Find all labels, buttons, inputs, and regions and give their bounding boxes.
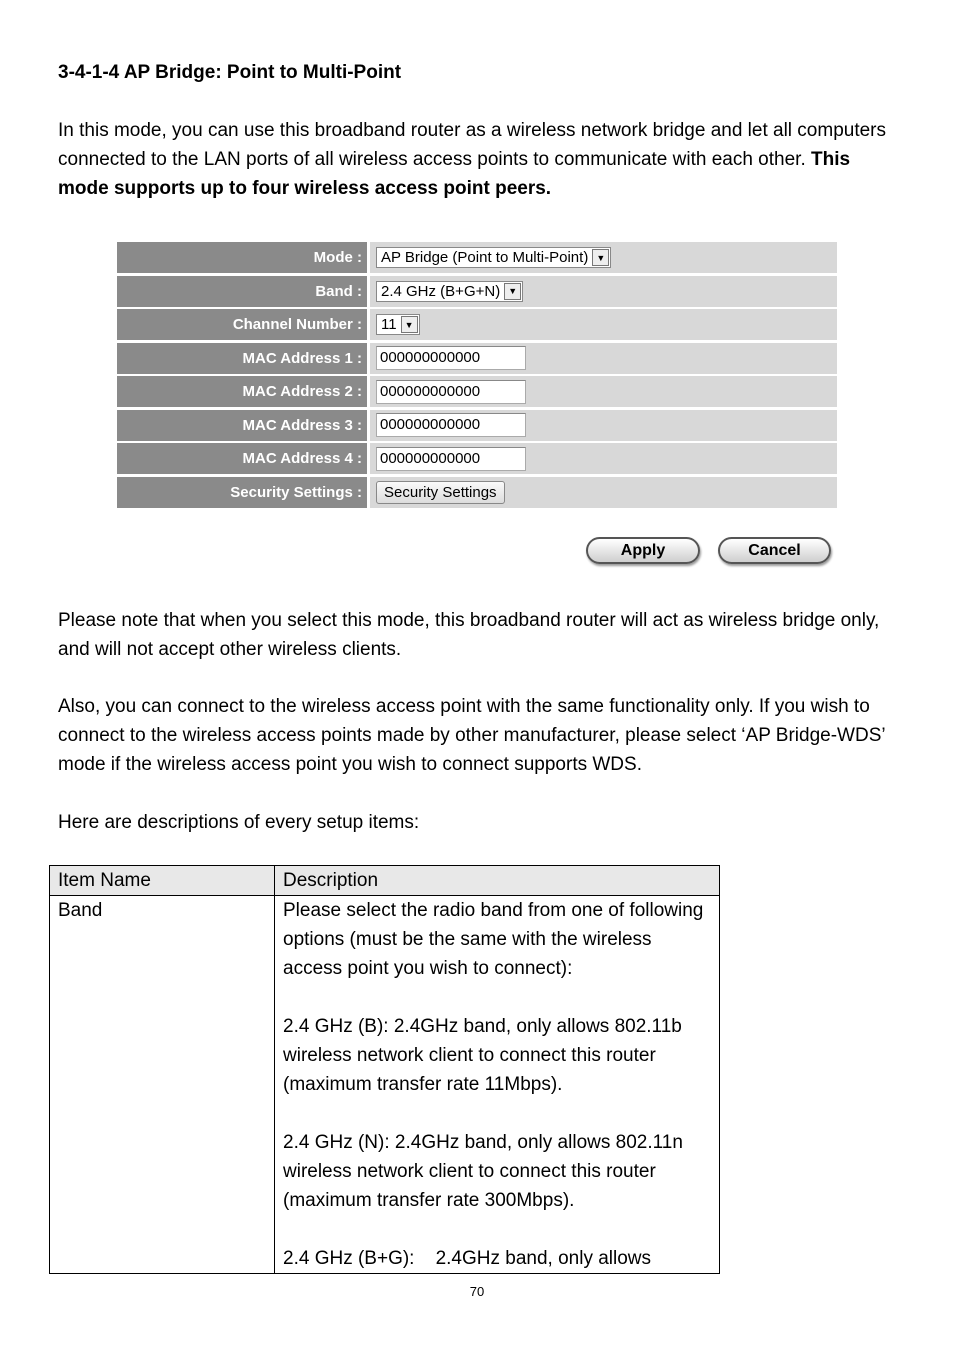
channel-select-value: 11 <box>381 316 397 333</box>
settings-panel <box>117 242 837 510</box>
mac1-input[interactable]: 000000000000 <box>376 346 526 370</box>
description-paragraph: 2.4 GHz (B): 2.4GHz band, only allows 802.11b wireless network client to connect this router (maximum transfer rate 11Mbps). <box>283 1016 682 1095</box>
mac4-row <box>117 443 837 474</box>
security-row <box>117 477 837 508</box>
description-paragraph: 2.4 GHz (N): 2.4GHz band, only allows 802.11n wireless network client to connect this router (maximum transfer rate 300Mbps). <box>283 1132 683 1211</box>
mac2-label: MAC Address 2 : <box>117 376 367 407</box>
band-row <box>117 276 837 307</box>
intro-bold-text: This mode supports up to four wireless access point peers. <box>58 149 851 199</box>
mac4-label: MAC Address 4 : <box>117 443 367 474</box>
channel-select[interactable] <box>376 314 420 335</box>
band-label: Band : <box>117 276 367 307</box>
description-paragraph: 2.4 GHz (B+G): 2.4GHz band, only allows <box>283 1248 652 1269</box>
mac1-label: MAC Address 1 : <box>117 343 367 374</box>
mac3-row <box>117 410 837 441</box>
mode-select-value: AP Bridge (Point to Multi-Point) <box>381 249 589 266</box>
page-number: 70 <box>469 1284 485 1299</box>
intro-text: In this mode, you can use this broadband router as a wireless network bridge and let all computers connected to the LAN ports of all wireless access points to communicate with each other. <box>58 120 887 170</box>
note-paragraph-2: Also, you can connect to the wireless access point with the same functionality only. If you wish to connect to the wireless access points made by other manufacturer, please select ‘AP Bridge-WDS’ mode if the wireless access point you wish to connect supports WDS. <box>58 696 885 775</box>
chevron-down-icon[interactable]: ▼ <box>592 249 609 266</box>
channel-row <box>117 309 837 340</box>
description-paragraph: Please select the radio band from one of following options (must be the same with the wireless access point you wish to connect): <box>283 900 704 979</box>
note-paragraph-1: Please note that when you select this mode, this broadband router will act as wireless bridge only, and will not accept other wireless clients. <box>58 610 880 660</box>
apply-button[interactable]: Apply <box>586 537 700 564</box>
mac3-label: MAC Address 3 : <box>117 410 367 441</box>
note-paragraph-3: Here are descriptions of every setup items: <box>58 812 420 833</box>
mac2-row <box>117 376 837 407</box>
table-header-row <box>50 866 720 896</box>
mac4-input[interactable]: 000000000000 <box>376 447 526 471</box>
security-settings-button[interactable]: Security Settings <box>376 481 505 504</box>
mode-select[interactable] <box>376 247 611 268</box>
column-header-item-name: Item Name <box>50 866 275 896</box>
chevron-down-icon[interactable]: ▼ <box>401 316 418 333</box>
cancel-button[interactable]: Cancel <box>718 537 831 564</box>
band-select[interactable] <box>376 281 523 302</box>
description-cell <box>275 896 720 1274</box>
mac1-row <box>117 343 837 374</box>
section-heading: 3-4-1-4 AP Bridge: Point to Multi-Point <box>58 62 402 83</box>
mode-row <box>117 242 837 273</box>
intro-paragraph <box>58 116 888 203</box>
security-label: Security Settings : <box>117 477 367 508</box>
item-name-cell: Band <box>50 896 275 1274</box>
chevron-down-icon[interactable]: ▼ <box>504 283 521 300</box>
mode-label: Mode : <box>117 242 367 273</box>
band-select-value: 2.4 GHz (B+G+N) <box>381 282 501 300</box>
channel-label: Channel Number : <box>117 309 367 340</box>
column-header-description: Description <box>275 866 720 896</box>
mac3-input[interactable]: 000000000000 <box>376 413 526 437</box>
description-table <box>49 865 720 1274</box>
table-row <box>50 896 720 1274</box>
mac2-input[interactable]: 000000000000 <box>376 380 526 404</box>
